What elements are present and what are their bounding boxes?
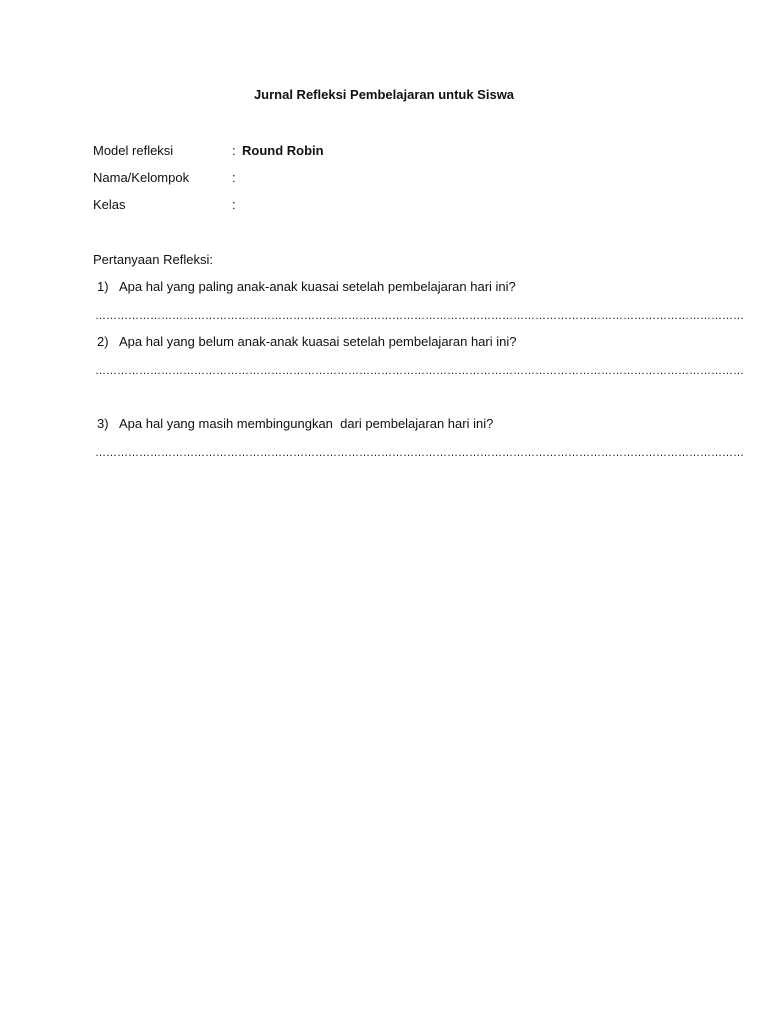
question-item <box>97 416 697 434</box>
field-value: Round Robin <box>242 143 324 158</box>
section-heading: Pertanyaan Refleksi: <box>93 252 213 267</box>
question-number: 3) <box>97 416 109 431</box>
question-item <box>97 334 697 352</box>
answer-line: …………………………………………………………………………………………………………………………………………………………… <box>95 310 744 322</box>
field-model-refleksi <box>93 143 693 161</box>
question-number: 2) <box>97 334 109 349</box>
question-text: Apa hal yang belum anak-anak kuasai setelah pembelajaran hari ini? <box>119 334 517 349</box>
answer-line: …………………………………………………………………………………………………………………………………………………………… <box>95 365 744 377</box>
field-colon: : <box>232 197 236 212</box>
field-kelas <box>93 197 693 215</box>
question-item <box>97 279 697 297</box>
field-colon: : <box>232 143 236 158</box>
field-label: Model refleksi <box>93 143 174 158</box>
answer-line: …………………………………………………………………………………………………………………………………………………………… <box>95 447 744 459</box>
field-label: Kelas <box>93 197 126 212</box>
document-title: Jurnal Refleksi Pembelajaran untuk Siswa <box>253 87 515 102</box>
field-label: Nama/Kelompok <box>93 170 190 185</box>
question-text: Apa hal yang masih membingungkan dari pembelajaran hari ini? <box>119 416 494 431</box>
question-number: 1) <box>97 279 109 294</box>
field-nama-kelompok <box>93 170 693 188</box>
field-colon: : <box>232 170 236 185</box>
question-text: Apa hal yang paling anak-anak kuasai setelah pembelajaran hari ini? <box>119 279 516 294</box>
